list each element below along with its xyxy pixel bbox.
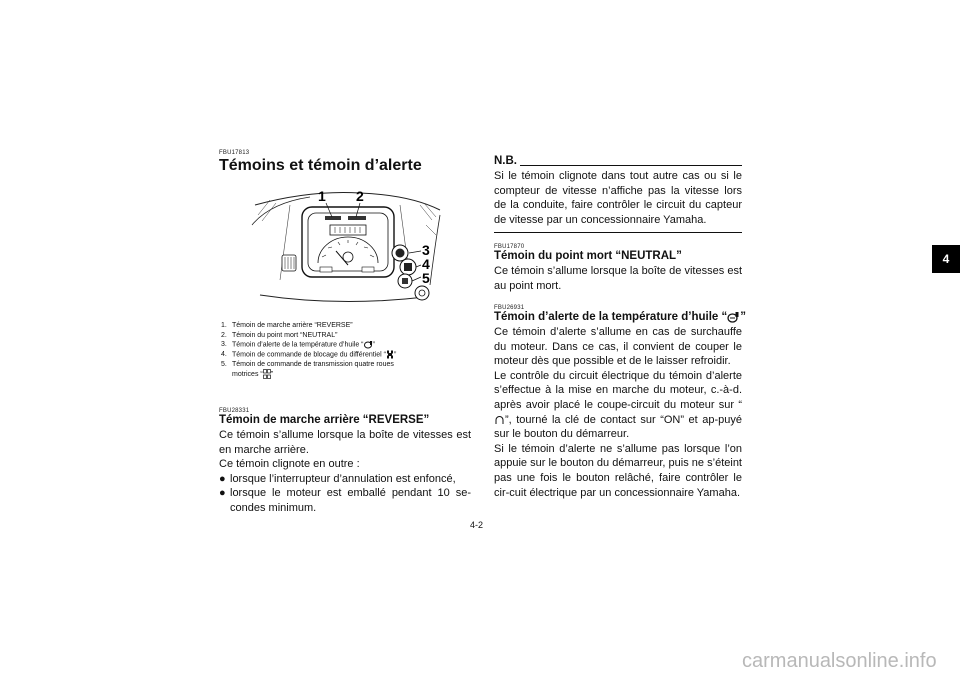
bullet-icon: ● <box>219 487 226 500</box>
engine-run-switch-icon <box>494 415 505 425</box>
callout-5: 5 <box>422 270 430 286</box>
paragraph: Ce témoin d’alerte s’allume en cas de surchauffe du moteur. Dans ce cas, il convient de couper le moteur dès que possible et de le laisser refroidir. <box>494 326 742 368</box>
oil-temperature-icon <box>727 311 740 323</box>
instrument-panel-illustration <box>250 185 445 310</box>
section-heading-neutral: Témoin du point mort “NEUTRAL” <box>494 250 682 262</box>
oil-section-body <box>494 325 742 500</box>
caption-item: 1. Témoin de marche arrière “REVERSE” <box>221 322 353 329</box>
bullet-item: ● lorsque l’interrupteur d’annulation est enfoncé, <box>219 472 456 485</box>
callout-3: 3 <box>422 242 430 258</box>
section-code: FBU26931 <box>494 305 525 311</box>
callout-4: 4 <box>422 256 430 272</box>
divider <box>520 165 742 166</box>
figure-caption-list <box>221 321 471 380</box>
bullet-item: ● lorsque le moteur est emballé pendant 10 se-condes minimum. <box>219 487 471 514</box>
oil-temperature-icon <box>364 340 373 349</box>
caption-item: 4. Témoin de commande de blocage du différentiel “ ” <box>221 351 397 359</box>
page-title: Témoins et témoin d’alerte <box>219 157 422 174</box>
caption-item-continued: motrices “ ” <box>232 371 274 379</box>
section-code: FBU28331 <box>219 408 250 414</box>
divider <box>494 232 742 233</box>
page-number: 4-2 <box>470 520 484 530</box>
nb-text: Si le témoin clignote dans tout autre cas ou si le compteur de vitesse n’affiche pas la vitesse lors de la conduite, faire contrôler le circuit du capteur de vitesse par un concessionnaire Yamaha. <box>494 170 742 226</box>
nb-label: N.B. <box>494 155 517 167</box>
watermark: carmanualsonline.info <box>742 650 937 672</box>
paragraph: Si le témoin d’alerte ne s’allume pas lorsque l’on appuie sur le bouton du démarreur, puis ne s’éteint pas une fois le bouton relâché, faire contrôler le cir-cuit électrique par un concessionnaire Yamaha. <box>494 442 742 499</box>
callout-2: 2 <box>356 188 364 204</box>
section-code: FBU17813 <box>219 150 250 156</box>
callout-1: 1 <box>318 188 326 204</box>
diff-lock-icon <box>386 350 394 359</box>
paragraph: Ce témoin clignote en outre : <box>219 458 360 471</box>
section-heading-oil-temperature: Témoin d’alerte de la température d’huile “ ” <box>494 311 747 324</box>
paragraph: Le contrôle du circuit électrique du témoin d’alerte s’effectue à la mise en marche du moteur, c.-à-d. après avoir placé le coupe-circuit du moteur sur “”, tourné la clé de contact sur “ON” et ap-puyé sur le bouton du démarreur. <box>494 369 742 441</box>
section-heading-reverse: Témoin de marche arrière “REVERSE” <box>219 414 430 426</box>
section-tab: 4 <box>932 245 960 273</box>
paragraph: Ce témoin s’allume lorsque la boîte de vitesses est en marche arrière. <box>219 429 471 456</box>
caption-item: 2. Témoin du point mort “NEUTRAL” <box>221 331 338 339</box>
nb-block <box>494 155 742 233</box>
reverse-section-body <box>219 428 471 516</box>
section-code: FBU17870 <box>494 244 525 250</box>
neutral-section-body: Ce témoin s’allume lorsque la boîte de vitesses est au point mort. <box>494 265 742 292</box>
bullet-icon: ● <box>219 472 226 485</box>
four-wheel-drive-icon <box>263 369 271 379</box>
caption-item: 3. Témoin d’alerte de la température d’huile “ ” <box>221 341 375 349</box>
caption-item: 5. Témoin de commande de transmission quatre roues <box>221 360 394 368</box>
